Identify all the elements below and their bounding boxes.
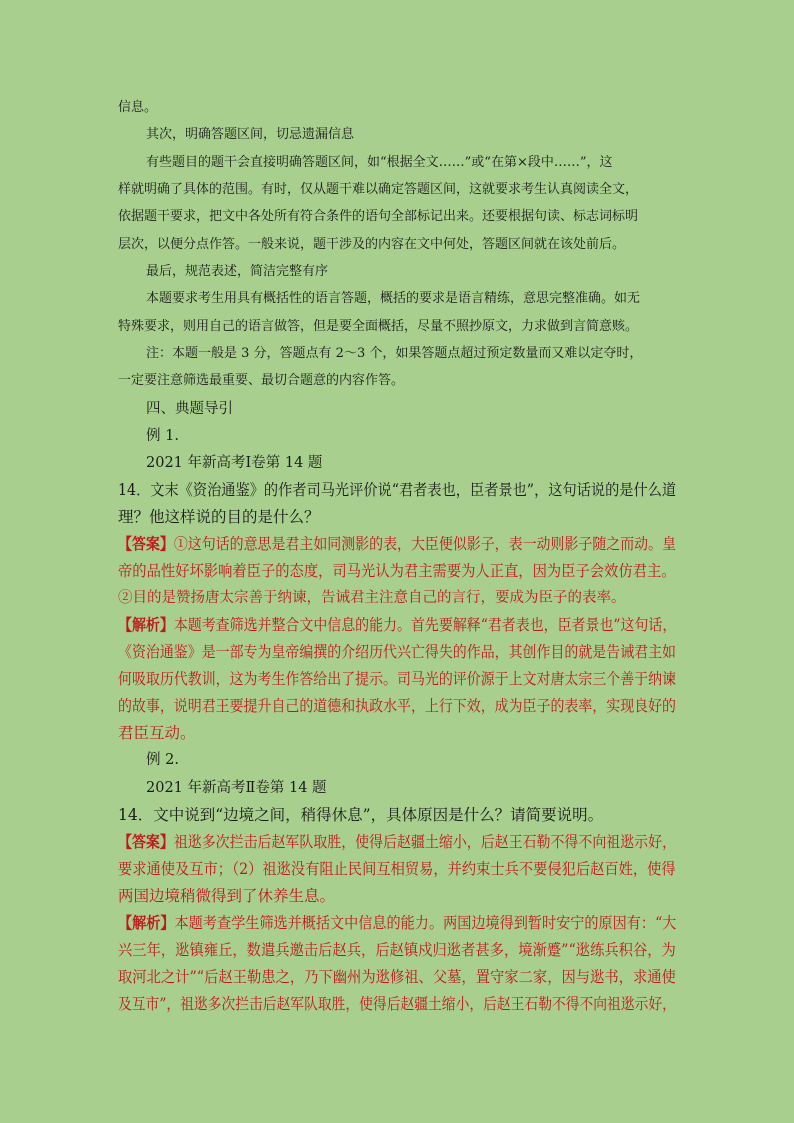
analysis-text: 《资治通鉴》是一部专为皇帝编撰的介绍历代兴亡得失的作品，其创作目的就是告诫君主如 bbox=[118, 643, 677, 661]
exam-source: 2021 年新高考Ⅱ卷第 14 题 bbox=[146, 780, 327, 796]
text-line: 有些题目的题干会直接明确答题区间，如“根据全文……”或“在第×段中……”，这 bbox=[146, 155, 613, 170]
answer-line bbox=[118, 532, 676, 554]
answer-text: 帝的品性好坏影响着臣子的态度，司马光认为君主需要为人正直，因为臣子会效仿君主。 bbox=[118, 562, 676, 580]
question-text: 14．文中说到“边境之间，稍得休息”，具体原因是什么？请简要说明。 bbox=[118, 806, 604, 824]
text-line: 其次，明确答题区间，切忌遗漏信息 bbox=[146, 127, 355, 142]
analysis-text: 何吸取历代教训，这为考生作答给出了提示。司马光的评价源于上文对唐太宗三个善于纳谏 bbox=[118, 670, 677, 688]
analysis-line bbox=[118, 613, 676, 635]
analysis-text: 取河北之计”“后赵王勒患之，乃下幽州为逖修祖、父墓，置守家二家，因与逖书，求通使 bbox=[118, 968, 676, 986]
analysis-text: 本题考查学生筛选并概括文中信息的能力。两国边境得到暂时安宁的原因有：“大 bbox=[174, 914, 677, 932]
answer-tag: 【答案】 bbox=[118, 534, 174, 553]
analysis-line bbox=[118, 911, 676, 933]
text-line: 一定要注意筛选最重要、最切合题意的内容作答。 bbox=[118, 373, 405, 388]
answer-text: ②目的是赞扬唐太宗善于纳谏，告诫君主注意自己的言行，要成为臣子的表率。 bbox=[118, 590, 626, 606]
text-line: 特殊要求，则用自己的语言做答，但是要全面概括，尽量不照抄原文，力求做到言简意赅。 bbox=[118, 319, 639, 334]
exam-source: 2021 年新高考Ⅰ卷第 14 题 bbox=[146, 455, 323, 471]
analysis-text: 及互市”，祖逖多次拦击后赵军队取胜，使得后赵疆土缩小，后赵王石勒不得不向祖逖示好， bbox=[118, 995, 676, 1013]
answer-text: ①这句话的意思是君主如同测影的表，大臣便似影子，表一动则影子随之而动。皇 bbox=[173, 535, 677, 553]
question-text: 理？他这样说的目的是什么？ bbox=[118, 508, 320, 526]
analysis-text: 本题考查筛选并整合文中信息的能力。首先要解释“君者表也，臣者景也”这句话， bbox=[173, 616, 677, 634]
text-line: 最后，规范表述，简洁完整有序 bbox=[146, 264, 329, 279]
question-text: 14．文末《资治通鉴》的作者司马光评价说“君者表也，臣者景也”，这句话说的是什么道 bbox=[118, 481, 677, 499]
analysis-text: 兴三年，逖镇雍丘，数遣兵邀击后赵兵，后赵镇戍归逖者甚多，境渐蹙”“逖练兵积谷，为 bbox=[118, 941, 676, 959]
analysis-tag: 【解析】 bbox=[118, 615, 174, 634]
text-line: 信息。 bbox=[118, 100, 158, 115]
example-label: 例 1. bbox=[146, 428, 179, 444]
text-line: 依据题干要求，把文中各处所有符合条件的语句全部标记出来。还要根据句读、标志词标明 bbox=[118, 209, 639, 224]
text-line: 样就明确了具体的范围。有时，仅从题干难以确定答题区间，这就要求考生认真阅读全文， bbox=[118, 182, 639, 197]
answer-text: 祖逖多次拦击后赵军队取胜，使得后赵疆土缩小，后赵王石勒不得不向祖逖示好， bbox=[173, 833, 677, 851]
text-line: 注：本题一般是 3 分，答题点有 2～3 个，如果答题点超过预定数量而又难以定夺时， bbox=[146, 346, 643, 361]
analysis-tag: 【解析】 bbox=[118, 913, 175, 932]
analysis-text: 君臣互动。 bbox=[118, 724, 196, 742]
answer-text: 两国边境稍微得到了休养生息。 bbox=[118, 887, 336, 905]
answer-line bbox=[118, 830, 676, 852]
analysis-text: 的故事，说明君王要提升自己的道德和执政水平，上行下效，成为臣子的表率，实现良好的 bbox=[118, 697, 677, 715]
example-label: 例 2. bbox=[146, 752, 179, 768]
answer-tag: 【答案】 bbox=[118, 832, 174, 851]
text-line: 层次，以便分点作答。一般来说，题干涉及的内容在文中何处，答题区间就在该处前后。 bbox=[118, 237, 626, 252]
text-line: 本题要求考生用具有概括性的语言答题，概括的要求是语言精练，意思完整准确。如无 bbox=[146, 291, 641, 306]
answer-text: 要求通使及互市；（2）祖逖没有阻止民间互相贸易，并约束士兵不要侵犯后赵百姓，使得 bbox=[118, 860, 676, 878]
section-heading: 四、典题导引 bbox=[146, 401, 233, 417]
